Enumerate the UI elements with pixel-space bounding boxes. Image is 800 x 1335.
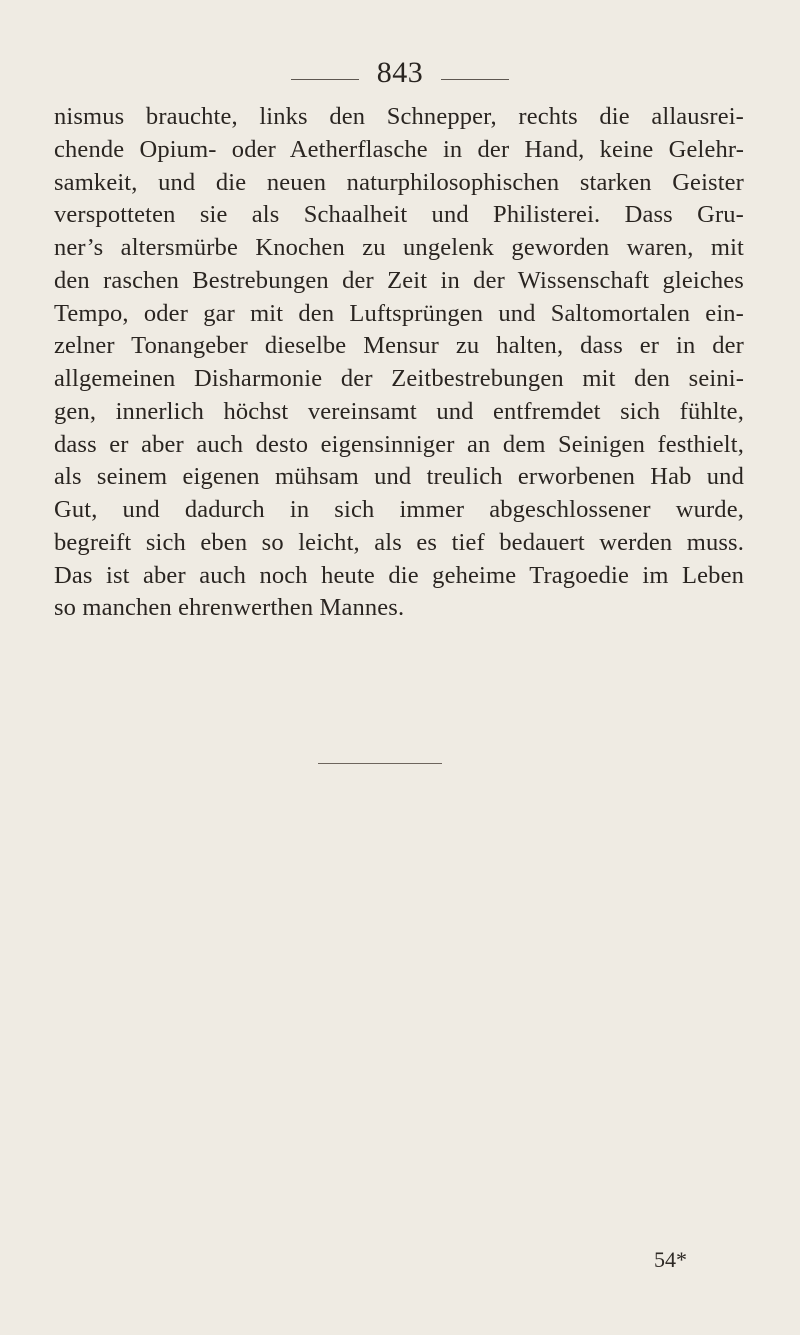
text-line: chende Opium- oder Aetherflasche in der Hand, keine Gelehr- [54, 135, 744, 163]
text-line: als seinem eigenen mühsam und treulich erworbenen Hab und [54, 463, 744, 491]
text-line: Tempo, oder gar mit den Luftsprüngen und Saltomortalen ein- [54, 299, 744, 327]
text-line: allgemeinen Disharmonie der Zeitbestrebungen mit den seini- [54, 365, 744, 392]
text-line: verspotteten sie als Schaalheit und Philisterei. Dass Gru- [54, 201, 744, 229]
text-line: begreift sich eben so leicht, als es tief bedauert werden muss. [54, 528, 744, 556]
header-left-rule [291, 79, 359, 80]
text-line: samkeit, und die neuen naturphilosophischen starken Geister [54, 168, 744, 196]
page-number: 843 [376, 56, 424, 89]
body-text [54, 101, 744, 625]
text-line: gen, innerlich höchst vereinsamt und entfremdet sich fühlte, [54, 397, 744, 425]
signature-mark: 54* [654, 1247, 687, 1272]
text-line: dass er aber auch desto eigensinniger an dem Seinigen festhielt, [54, 430, 744, 458]
text-line-last: so manchen ehrenwerthen Mannes. [54, 594, 405, 622]
text-line: den raschen Bestrebungen der Zeit in der Wissenschaft gleiches [54, 266, 744, 294]
page-header [0, 58, 800, 88]
text-line: Gut, und dadurch in sich immer abgeschlossener wurde, [54, 496, 744, 523]
section-divider [318, 763, 442, 764]
text-line: zelner Tonangeber dieselbe Mensur zu halten, dass er in der [54, 332, 744, 360]
header-right-rule [441, 79, 509, 80]
text-line: ner’s altersmürbe Knochen zu ungelenk geworden waren, mit [54, 234, 744, 261]
text-line: Das ist aber auch noch heute die geheime Tragoedie im Leben [54, 561, 744, 589]
text-line: nismus brauchte, links den Schnepper, rechts die allausrei- [54, 103, 744, 130]
